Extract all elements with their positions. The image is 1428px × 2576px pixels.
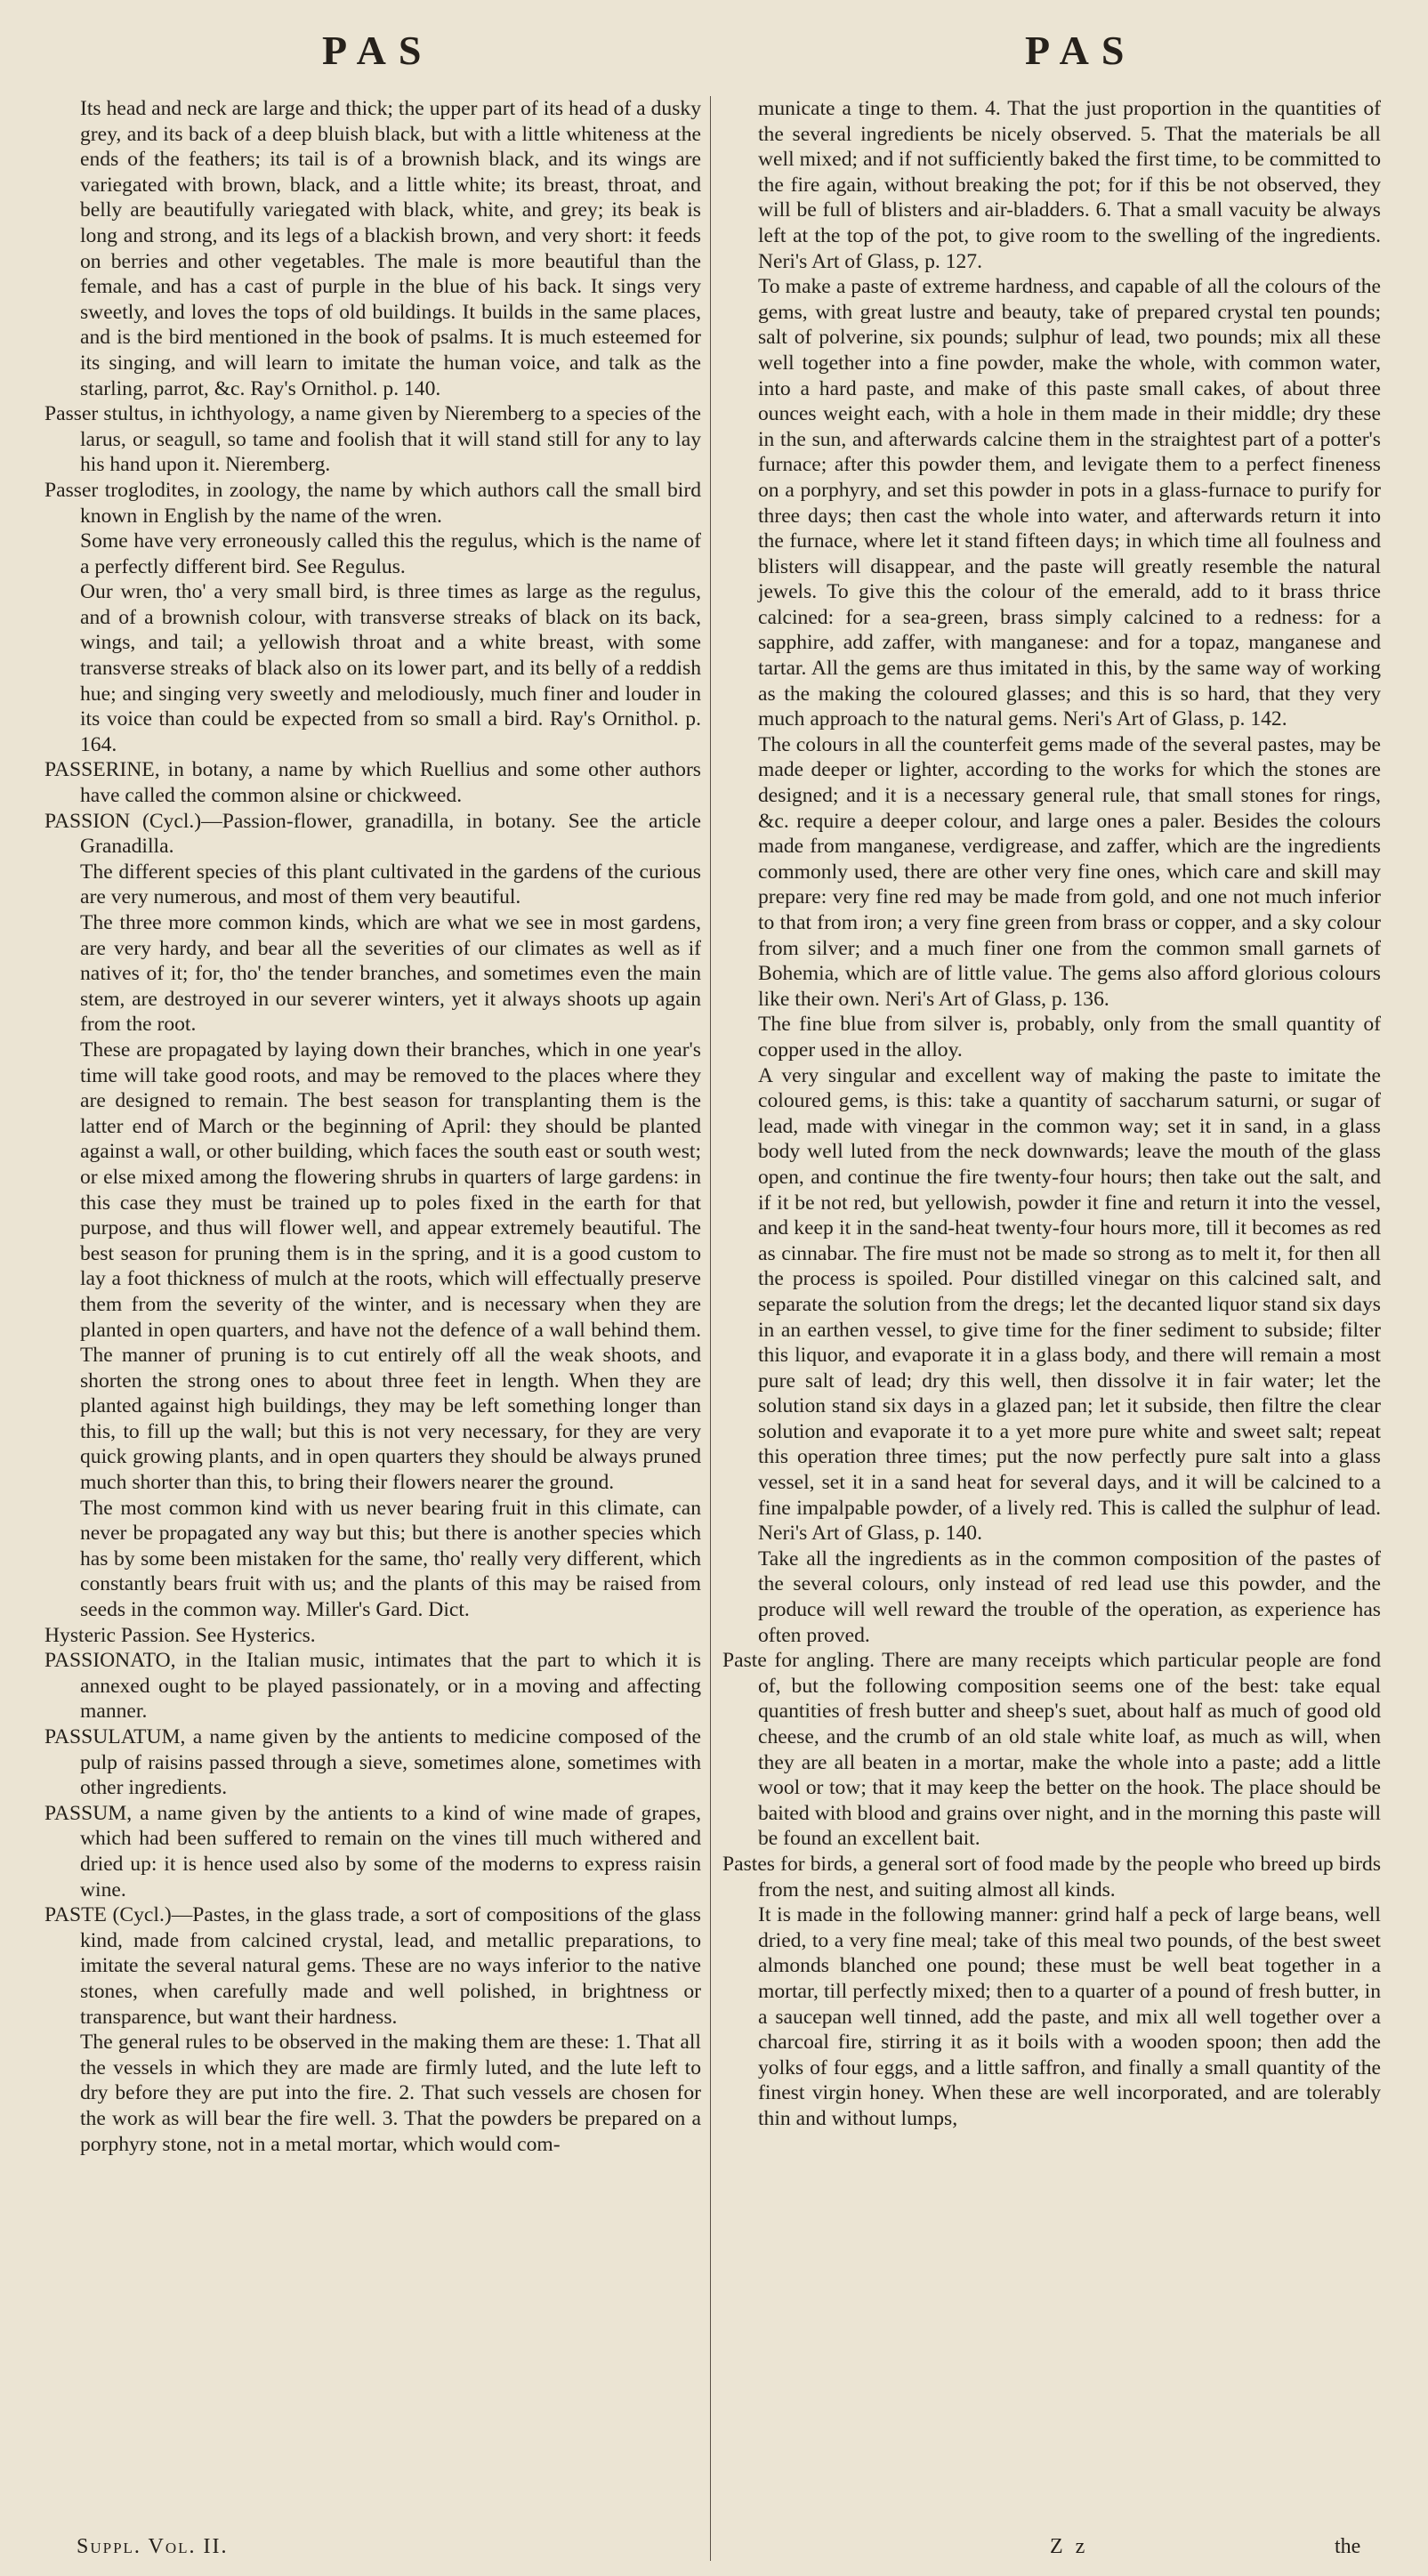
paragraph: Some have very erroneously called this the regulus, which is the name of a perfectly different bird. See Regulus.: [80, 529, 701, 578]
paragraph: Passer stultus, in ichthyology, a name given by Nieremberg to a species of the larus, or seagull, so tame and foolish that it will stand still for any to lay his hand upon it. Nieremberg.: [44, 402, 701, 477]
right-column: [722, 96, 1381, 2132]
paragraph: The most common kind with us never bearing fruit in this climate, can never be propagated any way but this; but there is another species which has by some been mistaken for the same, tho' really very different, which constantly bears fruit with us; and the plants of this may be raised from seeds in the common way. Miller's Gard. Dict.: [80, 1496, 701, 1622]
paragraph: To make a paste of extreme hardness, and capable of all the colours of the gems, with great lustre and beauty, take of prepared crystal ten pounds; salt of polverine, six pounds; sulphur of lead, two pounds; mix all these well together into a fine powder, make the whole, with common water, into a hard paste, and make of this paste small cakes, of about three ounces weight each, with a hole in them made in their middle; dry these in the sun, and afterwards calcine them in the straightest part of a potter's furnace; after this powder them, and levigate them to a perfect fineness on a porphyry, and set this powder in pots in a glass-furnace to purify for three days; then cast the whole into water, and afterwards return it into the furnace, where let it stand fifteen days; in which time all foulness and blisters will disappear, and the paste will greatly resemble the natural jewels. To give this the colour of the emerald, add to it brass thrice calcined: for a sea-green, brass simply calcined to a redness: for a sapphire, add zaffer, with manganese: and for a topaz, manganese and tartar. All the gems are thus imitated in this, by the same way of working as the making the coloured glasses; and this is so hard, that they very much approach to the natural gems. Neri's Art of Glass, p. 142.: [758, 275, 1381, 731]
signature-mark: Z z: [1050, 2535, 1089, 2558]
paragraph: Pastes for birds, a general sort of food made by the people who breed up birds from the nest, and suiting almost all kinds.: [722, 1852, 1381, 1902]
paragraph: Our wren, tho' a very small bird, is three times as large as the regulus, and of a brownish colour, with transverse streaks of black on its back, wings, and tail; a yellowish throat and a white breast, with some transverse streaks of black also on its lower part, and its belly of a reddish hue; and singing very sweetly and melodiously, much finer and louder in its voice than could be expected from so small a bird. Ray's Ornithol. p. 164.: [80, 580, 701, 756]
paragraph: Its head and neck are large and thick; the upper part of its head of a dusky grey, and its back of a deep bluish black, but with a little whiteness at the ends of the feathers; its tail is of a brownish black, and its wings are variegated with brown, black, and a little white; its breast, throat, and belly are beautifully variegated with black, white, and grey; its beak is long and strong, and its legs of a blackish brown, and very short: it feeds on berries and other vegetables. The male is more beautiful than the female, and has a cast of purple in the blue of his back. It sings very sweetly, and loves the tops of old buildings. It builds in the same places, and is the bird mentioned in the book of psalms. It is much esteemed for its singing, and will learn to imitate the human voice, and talk as the starling, parrot, &c. Ray's Ornithol. p. 140.: [80, 97, 701, 400]
paragraph: These are propagated by laying down their branches, which in one year's time will take good roots, and may be removed to the places where they are designed to remain. The best season for transplanting them is the latter end of March or the beginning of April: they should be planted against a wall, or other building, which faces the south east or south west; or else mixed among the flowering shrubs in quarters of large gardens: in this case they must be trained up to poles fixed in the earth for that purpose, and thus will flower well, and appear extremely beautiful. The best season for pruning them is in the spring, and it is a good custom to lay a foot thickness of mulch at the roots, which will effectually preserve them from the severity of the winter, and is necessary when they are planted in open quarters, and have not the defence of a wall behind them. The manner of pruning is to cut entirely off all the weak shoots, and shorten the strong ones to about three feet in length. When they are planted against high buildings, they may be left something longer than this, to fill up the wall; but this is not very necessary, for they are very quick growing plants, and in open quarters they should be always pruned much shorter than this, to bring their flowers nearer the ground.: [80, 1038, 701, 1495]
paragraph: PASSION (Cycl.)—Passion-flower, granadilla, in botany. See the article Granadilla.: [44, 809, 701, 859]
paragraph: municate a tinge to them. 4. That the just proportion in the quantities of the several ingredients be nicely observed. 5. That the materials be all well mixed; and if not sufficiently baked the first time, to be committed to the fire again, without breaking the pot; for if this be not observed, they will be full of blisters and air-bladders. 6. That a small vacuity be always left at the top of the pot, to give room to the swelling of the ingredients. Neri's Art of Glass, p. 127.: [758, 97, 1381, 273]
paragraph: PASTE (Cycl.)—Pastes, in the glass trade, a sort of compositions of the glass kind, made from calcined crystal, lead, and metallic preparations, to imitate the several natural gems. These are no ways inferior to the native stones, when carefully made and well polished, in brightness or transparence, but want their hardness.: [44, 1903, 701, 2029]
paragraph: A very singular and excellent way of making the paste to imitate the coloured gems, is this: take a quantity of saccharum saturni, or sugar of lead, made with vinegar in the common way; set it in sand, in a glass body well luted from the neck downwards; leave the mouth of the glass open, and continue the fire twenty-four hours; then take out the salt, and if it be not red, but yellowish, powder it fine and return it into the vessel, and keep it in the sand-heat twenty-four hours more, till it becomes as red as cinnabar. The fire must not be made so strong as to melt it, for then all the process is spoiled. Pour distilled vinegar on this calcined salt, and separate the solution from the dregs; let the decanted liquor stand six days in an earthen vessel, to give time for the finer sediment to subside; filter this liquor, and evaporate it in a glass body, and there will remain a most pure salt of lead; dry this well, then dissolve it in fair water; let the solution stand six days in a glazed pan; let it subside, then filtre the clear solution and evaporate it to a yet more pure white and sweet salt; repeat this operation three times; put the now perfectly pure salt into a glass vessel, set it in a sand heat for several days, and it will be calcined to a fine impalpable powder, of a lively red. This is called the sulphur of lead. Neri's Art of Glass, p. 140.: [758, 1063, 1381, 1546]
paragraph: PASSUM, a name given by the antients to a kind of wine made of grapes, which had been suffered to remain on the vines till much withered and dried up: it is hence used also by some of the moderns to express raisin wine.: [44, 1801, 701, 1902]
paragraph: Hysteric Passion. See Hysterics.: [44, 1623, 316, 1647]
paragraph: Paste for angling. There are many receipts which particular people are fond of, but the following composition seems one of the best: take equal quantities of fresh butter and sheep's suet, about half as much of good old cheese, and the crumb of an old stale white loaf, as much as will, when they are all beaten in a mortar, make the whole into a paste; add a little wool or tow; that it may keep the better on the hook. The place should be baited with blood and grains over night, and in the morning this paste will be found an excellent bait.: [722, 1649, 1381, 1851]
catchword: the: [1335, 2535, 1361, 2558]
paragraph: Take all the ingredients as in the common composition of the pastes of the several colours, only instead of red lead use this powder, and the produce will well reward the trouble of the operation, as experience has often proved.: [758, 1546, 1381, 1647]
paragraph: The general rules to be observed in the making them are these: 1. That all the vessels in which they are made are firmly luted, and the lute left to dry before they are put into the fire. 2. That such vessels are chosen for the work as will bear the fire well. 3. That the powders be prepared on a porphyry stone, not in a metal mortar, which would com-: [80, 2031, 701, 2156]
volume-footer: Suppl. Vol. II.: [77, 2535, 229, 2558]
paragraph: PASSIONATO, in the Italian music, intimates that the part to which it is annexed ought to be played passionately, or in a moving and affecting manner.: [44, 1649, 701, 1724]
paragraph: PASSULATUM, a name given by the antients to medicine composed of the pulp of raisins passed through a sieve, sometimes alone, sometimes with other ingredients.: [44, 1725, 701, 1800]
paragraph: Passer troglodites, in zoology, the name by which authors call the small bird known in English by the name of the wren.: [44, 478, 701, 528]
paragraph: The colours in all the counterfeit gems made of the several pastes, may be made deeper or lighter, according to the works for which the stones are designed; and it is a necessary general rule, that small stones for rings, &c. require a deeper colour, and large ones a paler. Besides the colours made from manganese, verdigrease, and zaffer, which are the ingredients commonly used, there are other very fine ones, which care and skill may prepare: very fine red may be made from gold, and one not much inferior to that from iron; a very fine green from brass or copper, and a sky colour from silver; and a much finer one from the common small garnets of Bohemia, which are of little value. The gems also afford glorious colours like their own. Neri's Art of Glass, p. 136.: [758, 732, 1381, 1011]
running-head-right: PAS: [1025, 28, 1137, 73]
paragraph: The three more common kinds, which are what we see in most gardens, are very hardy, and bear all the severities of our climates as well as if natives of it; for, tho' the tender branches, and sometimes even the main stem, are destroyed in our severer winters, yet it always shoots up again from the root.: [80, 911, 701, 1037]
left-column: [44, 96, 701, 2157]
paragraph: PASSERINE, in botany, a name by which Ruellius and some other authors have called the common alsine or chickweed.: [44, 758, 701, 808]
running-head-left: PAS: [322, 28, 434, 73]
column-divider: [710, 96, 711, 2561]
paragraph: The fine blue from silver is, probably, only from the small quantity of copper used in the alloy.: [758, 1013, 1381, 1062]
paragraph: The different species of this plant cultivated in the gardens of the curious are very numerous, and most of them very beautiful.: [80, 860, 701, 909]
paragraph: It is made in the following manner: grind half a peck of large beans, well dried, to a very fine meal; take of this meal two pounds, of the best sweet almonds blanched one pound; these must be well beat together in a mortar, till perfectly mixed; then to a quarter of a pound of fresh butter, in a saucepan well tinned, add the paste, and mix all well together over a charcoal fire, stirring it as it boils with a wooden spoon; then add the yolks of four eggs, and a little saffron, and finally a small quantity of the finest virgin honey. When these are well incorporated, and are tolerably thin and without lumps,: [758, 1903, 1381, 2130]
